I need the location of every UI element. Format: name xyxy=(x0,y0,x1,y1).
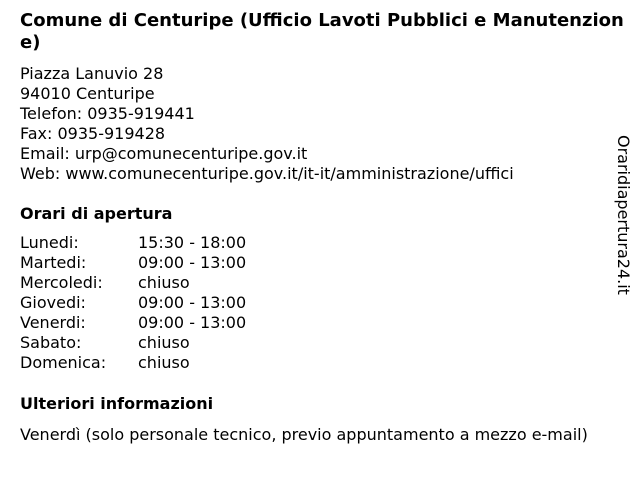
hours-row xyxy=(20,353,246,373)
hours-time: 09:00 - 13:00 xyxy=(138,313,247,332)
hours-day: Domenica: xyxy=(20,353,107,372)
website-url: Web: www.comunecenturipe.gov.it/it-it/amministrazione/uffici xyxy=(20,164,514,183)
hours-day: Sabato: xyxy=(20,333,82,352)
opening-hours-table xyxy=(20,233,246,373)
hours-heading: Orari di apertura xyxy=(20,204,173,223)
hours-time: 09:00 - 13:00 xyxy=(138,253,247,272)
hours-time: chiuso xyxy=(138,333,190,352)
hours-row xyxy=(20,273,246,293)
hours-row xyxy=(20,233,246,253)
hours-day: Giovedi: xyxy=(20,293,86,312)
hours-day: Martedi: xyxy=(20,253,87,272)
fax-number: Fax: 0935-919428 xyxy=(20,124,166,143)
email-address: Email: urp@comunecenturipe.gov.it xyxy=(20,144,308,163)
hours-time: 15:30 - 18:00 xyxy=(138,233,247,252)
street-address: Piazza Lanuvio 28 xyxy=(20,64,164,83)
hours-day: Mercoledi: xyxy=(20,273,103,292)
hours-day: Venerdi: xyxy=(20,313,86,332)
phone-number: Telefon: 0935-919441 xyxy=(20,104,195,123)
info-heading: Ulteriori informazioni xyxy=(20,394,214,413)
hours-row xyxy=(20,253,246,273)
city-address: 94010 Centuripe xyxy=(20,84,155,103)
hours-row xyxy=(20,293,246,313)
hours-time: 09:00 - 13:00 xyxy=(138,293,247,312)
hours-time: chiuso xyxy=(138,273,190,292)
side-brand: Oraridiapertura24.it xyxy=(614,135,633,295)
info-text: Venerdì (solo personale tecnico, previo appuntamento a mezzo e-mail) xyxy=(20,425,588,444)
hours-time: chiuso xyxy=(138,353,190,372)
hours-row xyxy=(20,313,246,333)
address-block xyxy=(20,64,514,184)
page-title: Comune di Centuripe (Ufficio Lavoti Pubblici e Manutenzione) xyxy=(20,10,624,53)
hours-row xyxy=(20,333,246,353)
hours-day: Lunedi: xyxy=(20,233,79,252)
